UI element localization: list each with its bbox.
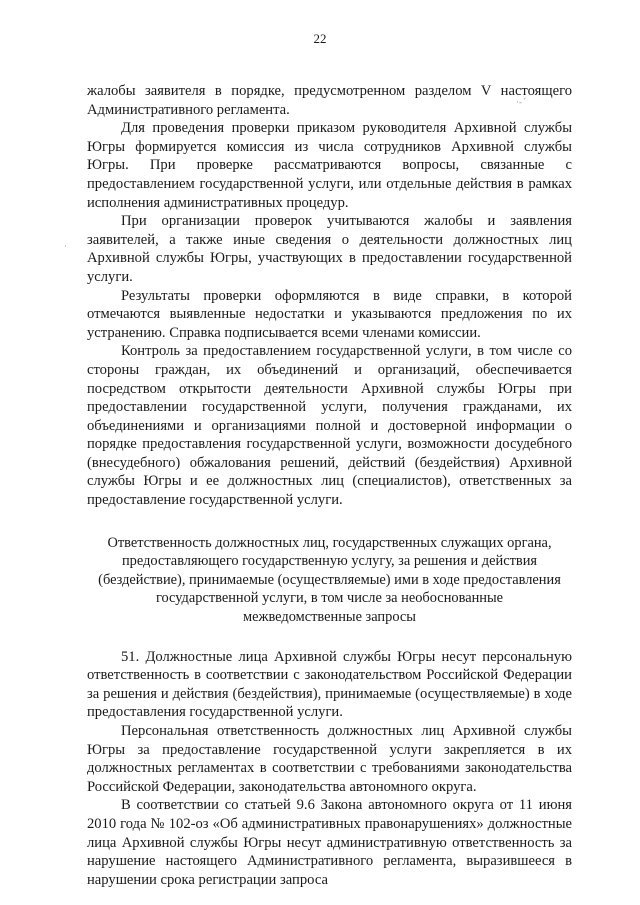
paragraph: При организации проверок учитываются жалобы и заявления заявителей, а также иные сведения о деятельности должностных лиц Архивной службы Югры, участвующих в предоставлении государственной услуги. [87,213,572,285]
section-heading-line: государственной услуги, в том числе за необоснованные [155,590,504,607]
paragraph: Персональная ответственность должностных лиц Архивной службы Югры за предоставление государственной услуги закрепляется в их должностных регламентах в соответствии с требованиями законодательства Российской Федерации, законодательства автономного округа. [87,723,572,795]
paragraph: Контроль за предоставлением государственной услуги, в том числе со стороны граждан, их объединений и организаций, обеспечивается посредством открытости деятельности Архивной службы Югры при предоставлении государственной услуги, получения гражданами, их объединениями и организациями полной и достоверной информации о порядке предоставления государственной услуги, возможности досудебного (внесудебного) обжалования решений, действий (бездействия) Архивной службы Югры и ее должностных лиц (специалистов), ответственных за предоставление государственной услуги. [87,343,572,509]
section-heading-line: межведомственные запросы [243,609,416,626]
paragraph: жалобы заявителя в порядке, предусмотренном разделом V настоящего Административного регламента. [87,83,572,118]
section-heading [87,534,572,627]
scan-mark: ·-´ [516,98,527,108]
paragraph: В соответствии со статьей 9.6 Закона автономного округа от 11 июня 2010 года № 102-оз «Об административных правонарушениях» должностные лица Архивной службы Югры несут административную ответственность за нарушение настоящего Административного регламента, выразившееся в нарушении срока регистрации запроса [87,797,572,888]
document-body [87,82,572,889]
page-number: 22 [313,31,327,46]
section-heading-line: Ответственность должностных лиц, государственных служащих органа, [107,534,552,551]
scan-mark: · [64,242,67,252]
section-heading-line: (бездействие), принимаемые (осуществляемые) ими в ходе предоставления [98,571,561,588]
paragraph: Для проведения проверки приказом руководителя Архивной службы Югры формируется комиссия из числа сотрудников Архивной службы Югры. При проверке рассматриваются вопросы, связанные с предоставлением государственной услуги, или отдельные действия в рамках исполнения административных процедур. [87,120,572,211]
section-heading-line: предоставляющего государственную услугу, за решения и действия [121,553,538,570]
paragraph: Результаты проверки оформляются в виде справки, в которой отмечаются выявленные недостатки и указываются предложения по их устранению. Справка подписывается всеми членами комиссии. [87,287,572,341]
paragraph: 51. Должностные лица Архивной службы Югры несут персональную ответственность в соответствии с законодательством Российской Федерации за решения и действия (бездействия), принимаемые (осуществляемые) в ходе предоставления государственной услуги. [87,648,572,721]
